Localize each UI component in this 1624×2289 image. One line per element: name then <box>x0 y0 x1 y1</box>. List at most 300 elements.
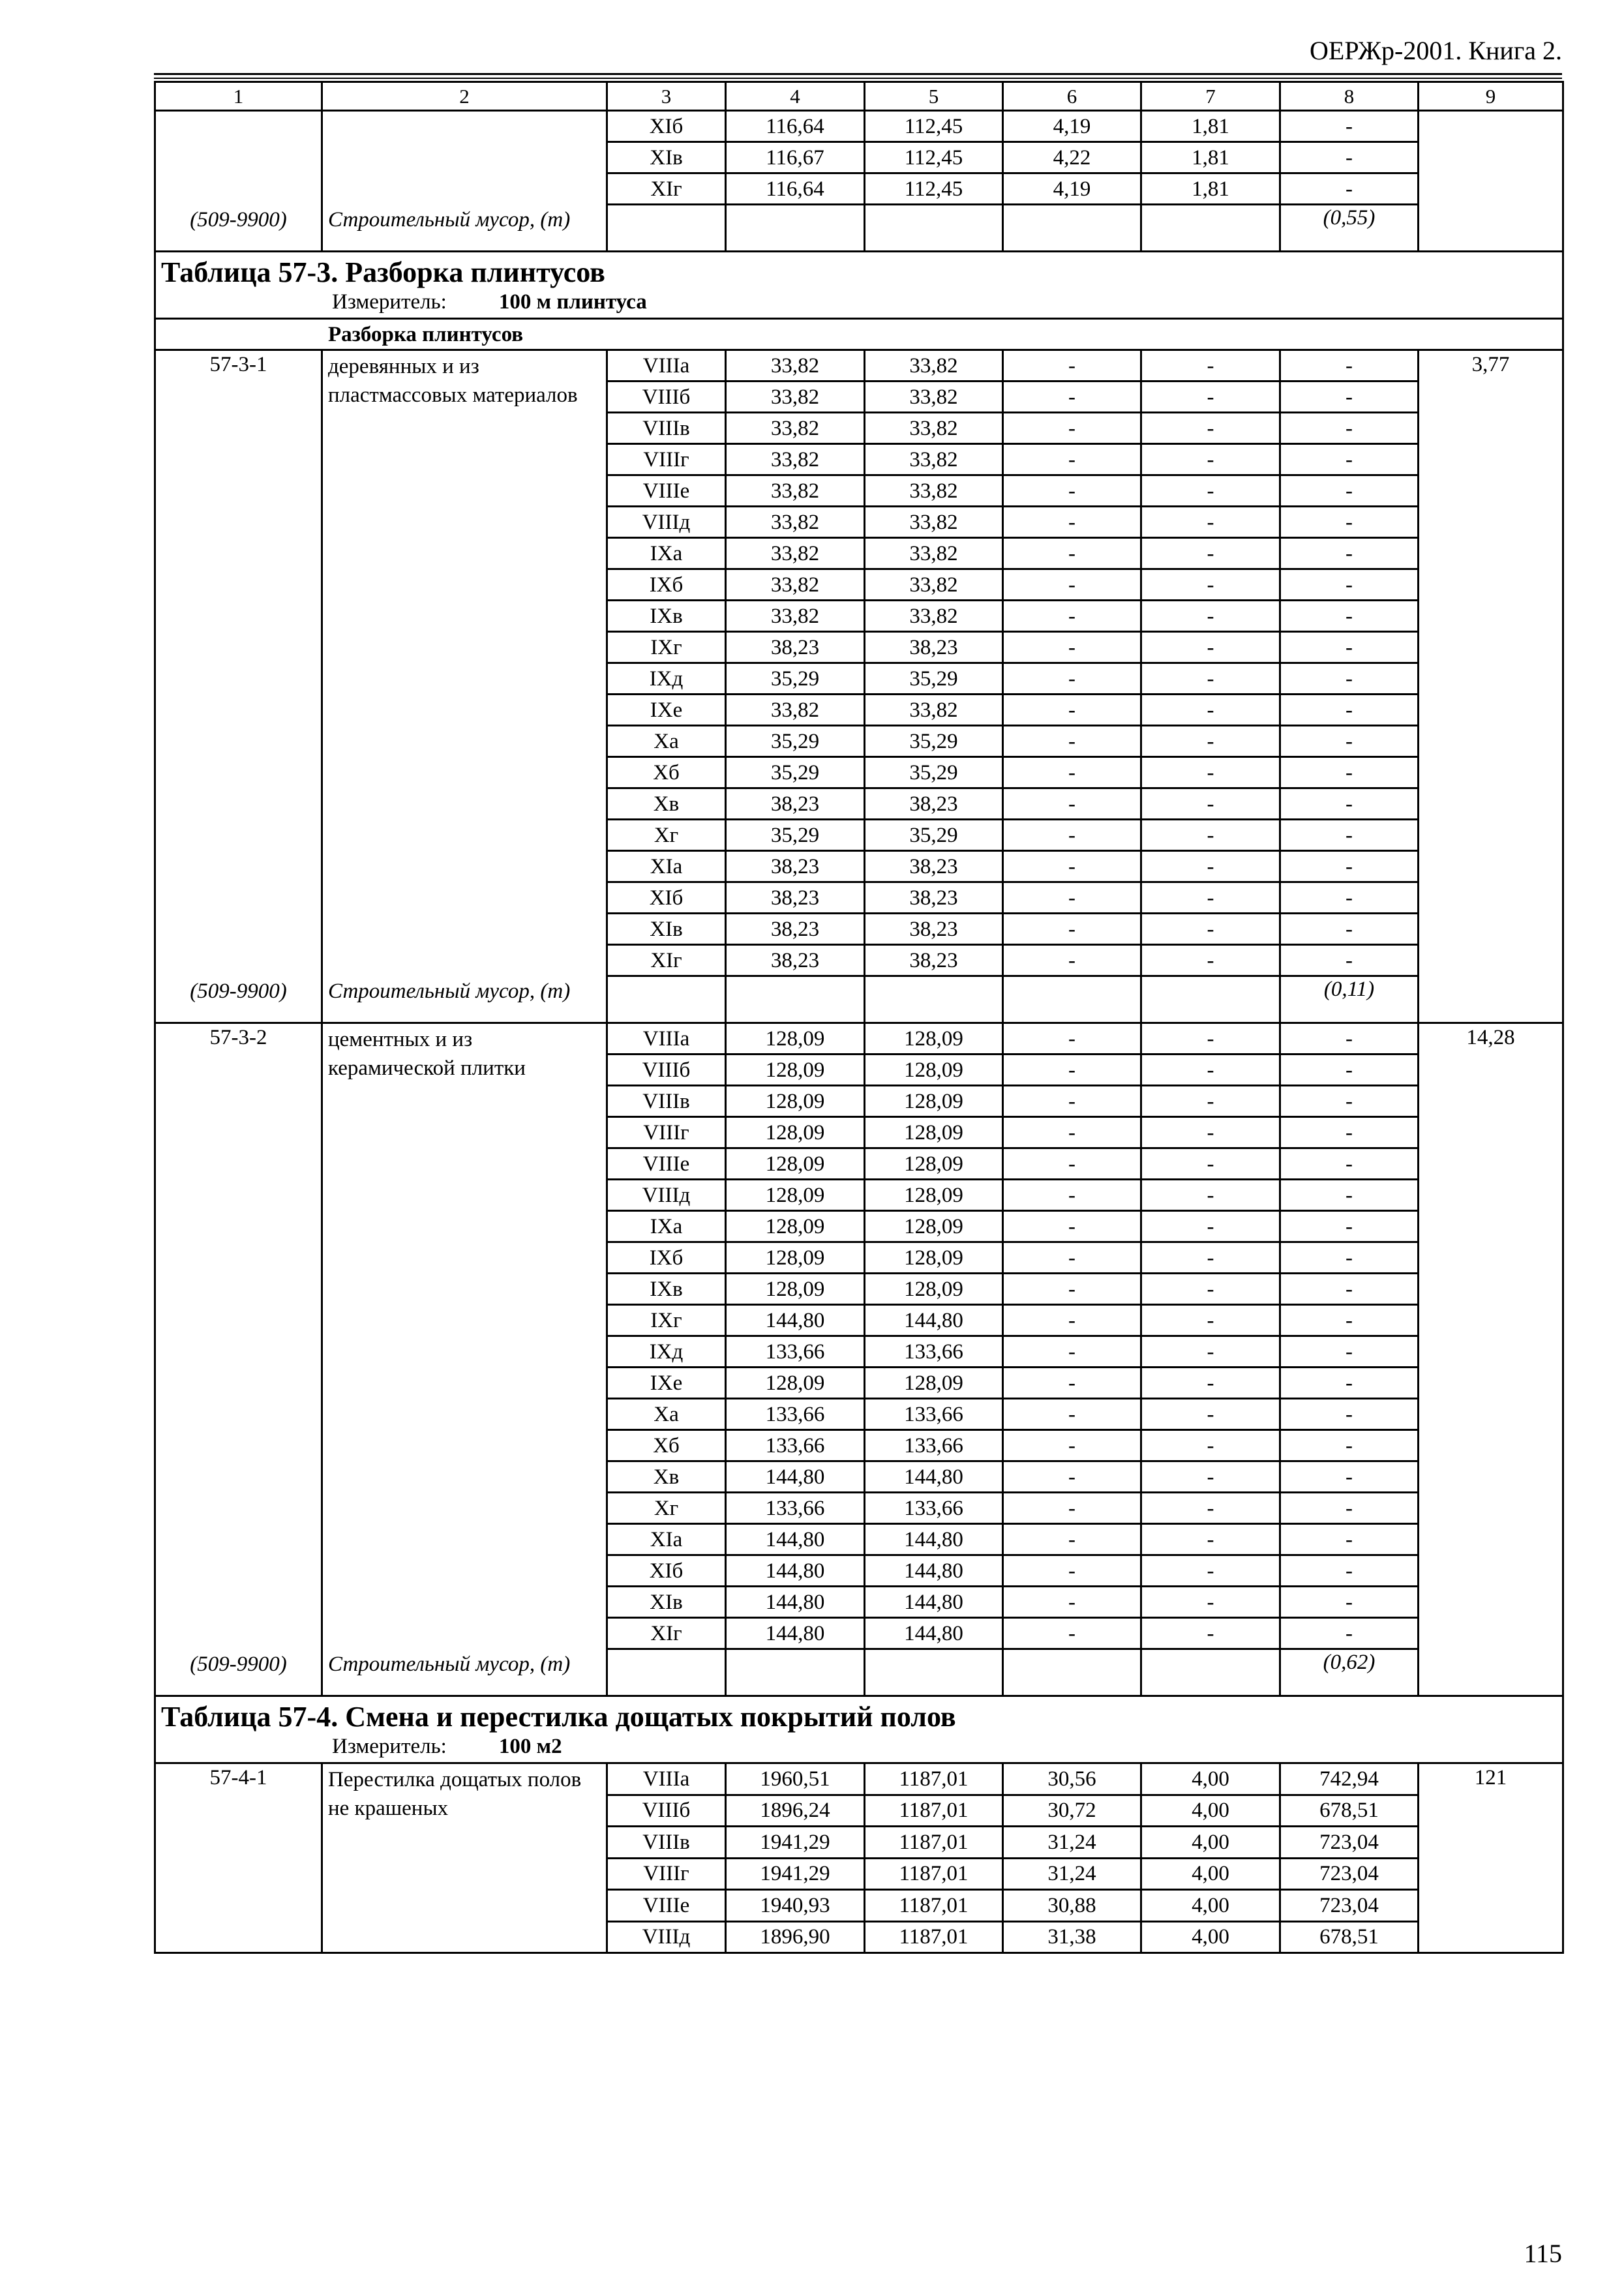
column-header-7: 7 <box>1141 82 1280 111</box>
value-cell: 723,04 <box>1280 1890 1419 1922</box>
value-cell: 35,29 <box>865 663 1003 695</box>
value-cell: 38,23 <box>726 632 865 663</box>
value-cell: - <box>1280 1399 1419 1430</box>
empty-cell <box>1141 205 1280 252</box>
value-cell: 35,29 <box>726 757 865 788</box>
empty-cell <box>865 205 1003 252</box>
value-cell: 128,09 <box>726 1211 865 1242</box>
value-cell: 38,23 <box>726 945 865 976</box>
value-cell: - <box>1280 569 1419 601</box>
value-cell: - <box>1141 382 1280 413</box>
value-cell: 4,00 <box>1141 1763 1280 1795</box>
value-cell: - <box>1141 914 1280 945</box>
value-cell: 35,29 <box>865 726 1003 757</box>
zone-cell: IXв <box>607 1274 726 1305</box>
value-cell: 38,23 <box>865 914 1003 945</box>
zone-cell: VIIIв <box>607 413 726 444</box>
table-title-cell <box>155 1696 1563 1763</box>
zone-cell: VIIIг <box>607 1117 726 1148</box>
name-stack <box>323 351 606 1008</box>
value-cell: - <box>1280 538 1419 569</box>
value-cell: 1187,01 <box>865 1763 1003 1795</box>
table-title-row <box>155 1696 1563 1763</box>
value-cell: 33,82 <box>865 601 1003 632</box>
value-cell: - <box>1003 1399 1141 1430</box>
value-cell: 144,80 <box>726 1587 865 1618</box>
zone-cell: VIIIб <box>607 1055 726 1086</box>
value-cell: 742,94 <box>1280 1763 1419 1795</box>
value-cell: - <box>1280 507 1419 538</box>
table-title: Таблица 57-3. Разборка плинтусов <box>161 256 605 288</box>
value-cell: 678,51 <box>1280 1795 1419 1827</box>
value-cell: - <box>1003 1336 1141 1368</box>
section-title: Разборка плинтусов <box>328 322 524 346</box>
value-cell: 128,09 <box>726 1242 865 1274</box>
empty-cell <box>726 976 865 1023</box>
value-cell: - <box>1280 1086 1419 1117</box>
zone-cell: XIг <box>607 945 726 976</box>
value-cell: - <box>1280 726 1419 757</box>
value-cell: - <box>1141 1555 1280 1587</box>
page-number: 115 <box>1524 2239 1562 2268</box>
value-cell: - <box>1003 945 1141 976</box>
zone-cell: Xв <box>607 1461 726 1493</box>
document-header: ОЕРЖр-2001. Книга 2. <box>1310 36 1562 65</box>
unit-line <box>161 289 1557 318</box>
value-cell: 144,80 <box>865 1587 1003 1618</box>
value-cell: - <box>1141 1117 1280 1148</box>
value-cell: 33,82 <box>726 695 865 726</box>
zone-cell: VIIIд <box>607 1921 726 1953</box>
column-header-6: 6 <box>1003 82 1141 111</box>
spacer <box>156 377 321 977</box>
value-cell: 33,82 <box>726 382 865 413</box>
value-cell: 31,38 <box>1003 1921 1141 1953</box>
zone-cell: IXб <box>607 569 726 601</box>
zone-cell: IXб <box>607 1242 726 1274</box>
value-cell: 1941,29 <box>726 1827 865 1859</box>
zone-cell: Xв <box>607 788 726 820</box>
value-cell: 128,09 <box>865 1117 1003 1148</box>
value-cell: 128,09 <box>865 1274 1003 1305</box>
spacer <box>323 1083 606 1650</box>
value-cell: 133,66 <box>865 1399 1003 1430</box>
table-title-cell <box>155 252 1563 319</box>
value-cell: 723,04 <box>1280 1858 1419 1890</box>
value-cell: 33,82 <box>726 413 865 444</box>
value-cell: - <box>1141 1086 1280 1117</box>
col9-value: 121 <box>1419 1763 1563 1953</box>
value-cell: 144,80 <box>865 1555 1003 1587</box>
table-row <box>155 111 1563 142</box>
spacer <box>156 113 321 205</box>
value-cell: - <box>1280 820 1419 851</box>
value-cell: 33,82 <box>726 569 865 601</box>
name-cell <box>322 1763 607 1953</box>
value-cell: - <box>1003 601 1141 632</box>
value-cell: 31,24 <box>1003 1858 1141 1890</box>
name-stack <box>323 1764 606 1952</box>
zone-cell: IXа <box>607 538 726 569</box>
value-cell: 128,09 <box>865 1368 1003 1399</box>
empty-cell <box>726 205 865 252</box>
value-cell: 33,82 <box>865 350 1003 382</box>
value-cell: - <box>1141 1587 1280 1618</box>
column-header-9: 9 <box>1419 82 1563 111</box>
value-cell: 678,51 <box>1280 1921 1419 1953</box>
value-cell: - <box>1141 1336 1280 1368</box>
value-cell: - <box>1003 1180 1141 1211</box>
value-cell: 35,29 <box>726 726 865 757</box>
zone-cell: IXа <box>607 1211 726 1242</box>
unit-label: Измеритель: <box>332 1735 447 1758</box>
value-cell: - <box>1141 632 1280 663</box>
value-cell: 144,80 <box>726 1618 865 1649</box>
value-cell: - <box>1003 1211 1141 1242</box>
value-cell: - <box>1141 444 1280 475</box>
value-cell: - <box>1280 601 1419 632</box>
column-header-5: 5 <box>865 82 1003 111</box>
value-cell: - <box>1141 945 1280 976</box>
table-row <box>155 1763 1563 1795</box>
zone-cell: VIIIе <box>607 475 726 507</box>
value-cell: - <box>1141 1524 1280 1555</box>
value-cell: - <box>1280 444 1419 475</box>
zone-cell: IXе <box>607 695 726 726</box>
value-cell: 128,09 <box>726 1023 865 1055</box>
section-row <box>155 319 1563 350</box>
value-cell: 35,29 <box>726 820 865 851</box>
value-cell: 33,82 <box>865 507 1003 538</box>
zone-cell: XIв <box>607 914 726 945</box>
value-cell: 144,80 <box>726 1555 865 1587</box>
value-cell: - <box>1280 1368 1419 1399</box>
value-cell: 1941,29 <box>726 1858 865 1890</box>
value-cell: - <box>1280 1180 1419 1211</box>
zone-cell: IXг <box>607 1305 726 1336</box>
value-cell: - <box>1280 413 1419 444</box>
value-cell: 4,00 <box>1141 1921 1280 1953</box>
value-cell: - <box>1141 726 1280 757</box>
rate-name: деревянных и из пластмассовых материалов <box>328 355 578 407</box>
value-cell: 33,82 <box>865 475 1003 507</box>
column-header-row <box>155 82 1563 111</box>
value-cell: 128,09 <box>726 1368 865 1399</box>
value-cell: 33,82 <box>726 538 865 569</box>
table-row <box>155 1023 1563 1055</box>
value-cell: 33,82 <box>865 444 1003 475</box>
value-cell: - <box>1280 173 1419 205</box>
empty-cell <box>1141 1649 1280 1696</box>
value-cell: - <box>1003 1461 1141 1493</box>
value-cell: 33,82 <box>865 569 1003 601</box>
value-cell: - <box>1280 1524 1419 1555</box>
value-cell: 133,66 <box>726 1430 865 1461</box>
rate-code: 57-3-1 <box>209 353 267 376</box>
header-rule-thin <box>154 78 1562 79</box>
value-cell: 128,09 <box>865 1211 1003 1242</box>
value-cell: - <box>1141 820 1280 851</box>
value-cell: - <box>1003 1148 1141 1180</box>
value-cell: 38,23 <box>865 882 1003 914</box>
value-cell: - <box>1003 1274 1141 1305</box>
value-cell: - <box>1003 350 1141 382</box>
zone-cell: Xб <box>607 757 726 788</box>
value-cell: - <box>1003 538 1141 569</box>
waste-code: (509-9900) <box>190 208 287 232</box>
value-cell: - <box>1141 1148 1280 1180</box>
value-cell: 38,23 <box>865 851 1003 882</box>
zone-cell: IXв <box>607 601 726 632</box>
value-cell: - <box>1141 663 1280 695</box>
value-cell: - <box>1141 1211 1280 1242</box>
rates-table-body <box>155 82 1563 1953</box>
value-cell: 144,80 <box>865 1305 1003 1336</box>
value-cell: 144,80 <box>865 1524 1003 1555</box>
column-header-2: 2 <box>322 82 607 111</box>
zone-cell: VIIIг <box>607 444 726 475</box>
value-cell: 128,09 <box>865 1055 1003 1086</box>
code-stack <box>156 1024 321 1681</box>
value-cell: - <box>1141 788 1280 820</box>
unit-value: 100 м плинтуса <box>498 290 647 314</box>
empty-cell <box>1003 1649 1141 1696</box>
value-cell: - <box>1003 1305 1141 1336</box>
zone-cell: IXг <box>607 632 726 663</box>
value-cell: 4,00 <box>1141 1890 1280 1922</box>
zone-cell: Xб <box>607 1430 726 1461</box>
value-cell: 35,29 <box>865 820 1003 851</box>
value-cell: 133,66 <box>865 1430 1003 1461</box>
value-cell: - <box>1003 757 1141 788</box>
value-cell: 112,45 <box>865 173 1003 205</box>
value-cell: 1896,24 <box>726 1795 865 1827</box>
value-cell: - <box>1003 1524 1141 1555</box>
value-cell: 1187,01 <box>865 1858 1003 1890</box>
value-cell: 1187,01 <box>865 1827 1003 1859</box>
code-stack <box>156 351 321 1008</box>
value-cell: - <box>1003 413 1141 444</box>
value-cell: 128,09 <box>726 1148 865 1180</box>
spacer <box>323 1823 606 1952</box>
value-cell: 116,64 <box>726 173 865 205</box>
header-rule <box>154 73 1562 75</box>
waste-value: (0,62) <box>1280 1649 1419 1696</box>
col9-value: 14,28 <box>1419 1023 1563 1696</box>
empty-cell <box>607 1649 726 1696</box>
value-cell: - <box>1141 1242 1280 1274</box>
value-cell: 128,09 <box>865 1242 1003 1274</box>
value-cell: - <box>1003 726 1141 757</box>
zone-cell: VIIIб <box>607 382 726 413</box>
zone-cell: VIIIв <box>607 1086 726 1117</box>
value-cell: - <box>1141 695 1280 726</box>
value-cell: - <box>1141 1368 1280 1399</box>
rate-code: 57-4-1 <box>209 1766 267 1789</box>
value-cell: 128,09 <box>726 1086 865 1117</box>
value-cell: 116,64 <box>726 111 865 142</box>
column-header-3: 3 <box>607 82 726 111</box>
value-cell: - <box>1280 382 1419 413</box>
value-cell: - <box>1280 475 1419 507</box>
value-cell: 33,82 <box>726 444 865 475</box>
code-cell <box>155 1023 322 1696</box>
value-cell: 4,22 <box>1003 142 1141 173</box>
empty-cell <box>726 1649 865 1696</box>
value-cell: - <box>1141 507 1280 538</box>
zone-cell: XIа <box>607 1524 726 1555</box>
value-cell: - <box>1003 569 1141 601</box>
table-title-row <box>155 252 1563 319</box>
value-cell: - <box>1003 1368 1141 1399</box>
zone-cell: XIв <box>607 142 726 173</box>
value-cell: - <box>1280 1305 1419 1336</box>
zone-cell: VIIIа <box>607 1023 726 1055</box>
value-cell: 4,19 <box>1003 173 1141 205</box>
zone-cell: XIб <box>607 882 726 914</box>
column-header-4: 4 <box>726 82 865 111</box>
rate-name: Перестилка дощатых полов не крашеных <box>328 1768 582 1820</box>
zone-cell: VIIIд <box>607 1180 726 1211</box>
value-cell: - <box>1003 1023 1141 1055</box>
value-cell: 133,66 <box>865 1336 1003 1368</box>
value-cell: - <box>1280 1117 1419 1148</box>
empty-cell <box>1003 976 1141 1023</box>
name-cell <box>322 350 607 1023</box>
spacer <box>156 1050 321 1650</box>
value-cell: 31,24 <box>1003 1827 1141 1859</box>
value-cell: - <box>1003 914 1141 945</box>
value-cell: - <box>1280 1493 1419 1524</box>
value-cell: 133,66 <box>726 1399 865 1430</box>
zone-cell: Xг <box>607 1493 726 1524</box>
value-cell: 33,82 <box>726 350 865 382</box>
waste-value: (0,55) <box>1280 205 1419 252</box>
zone-cell: XIг <box>607 1618 726 1649</box>
name-cell <box>322 1023 607 1696</box>
value-cell: - <box>1280 111 1419 142</box>
value-cell: - <box>1280 1430 1419 1461</box>
empty-cell <box>865 976 1003 1023</box>
waste-code: (509-9900) <box>190 980 287 1003</box>
value-cell: - <box>1280 788 1419 820</box>
zone-cell: Xа <box>607 726 726 757</box>
value-cell: 33,82 <box>865 538 1003 569</box>
value-cell: - <box>1280 663 1419 695</box>
column-header-8: 8 <box>1280 82 1419 111</box>
value-cell: - <box>1141 569 1280 601</box>
zone-cell: Xа <box>607 1399 726 1430</box>
value-cell: 1187,01 <box>865 1795 1003 1827</box>
value-cell: - <box>1141 413 1280 444</box>
zone-cell: Xг <box>607 820 726 851</box>
value-cell: - <box>1003 820 1141 851</box>
waste-name: Строительный мусор, (т) <box>328 208 571 232</box>
value-cell: - <box>1280 757 1419 788</box>
value-cell: 38,23 <box>726 851 865 882</box>
value-cell: 1,81 <box>1141 111 1280 142</box>
value-cell: 1896,90 <box>726 1921 865 1953</box>
unit-line <box>161 1733 1557 1762</box>
value-cell: - <box>1280 142 1419 173</box>
unit-label: Измеритель: <box>332 290 447 314</box>
value-cell: 30,72 <box>1003 1795 1141 1827</box>
value-cell: - <box>1280 1555 1419 1587</box>
value-cell: - <box>1003 1618 1141 1649</box>
rate-name: цементных и из керамической плитки <box>328 1028 526 1080</box>
value-cell: - <box>1003 663 1141 695</box>
value-cell: - <box>1141 757 1280 788</box>
value-cell: - <box>1003 507 1141 538</box>
value-cell: - <box>1141 882 1280 914</box>
col9-value: 3,77 <box>1419 350 1563 1023</box>
zone-cell: VIIIе <box>607 1890 726 1922</box>
zone-cell: XIа <box>607 851 726 882</box>
value-cell: - <box>1003 1493 1141 1524</box>
zone-cell: IXд <box>607 1336 726 1368</box>
value-cell: - <box>1280 1055 1419 1086</box>
value-cell: - <box>1003 1242 1141 1274</box>
value-cell: 144,80 <box>865 1618 1003 1649</box>
value-cell: - <box>1003 851 1141 882</box>
code-stack <box>156 112 321 237</box>
value-cell: - <box>1280 350 1419 382</box>
value-cell: - <box>1003 1117 1141 1148</box>
col9-value <box>1419 111 1563 252</box>
empty-cell <box>865 1649 1003 1696</box>
value-cell: - <box>1003 1555 1141 1587</box>
zone-cell: VIIIг <box>607 1858 726 1890</box>
value-cell: 144,80 <box>865 1461 1003 1493</box>
value-cell: - <box>1141 538 1280 569</box>
value-cell: 4,00 <box>1141 1795 1280 1827</box>
value-cell: 33,82 <box>726 601 865 632</box>
zone-cell: XIб <box>607 1555 726 1587</box>
value-cell: 144,80 <box>726 1461 865 1493</box>
zone-cell: XIв <box>607 1587 726 1618</box>
value-cell: 112,45 <box>865 142 1003 173</box>
value-cell: - <box>1280 914 1419 945</box>
value-cell: - <box>1141 851 1280 882</box>
value-cell: 112,45 <box>865 111 1003 142</box>
table-row <box>155 350 1563 382</box>
value-cell: 128,09 <box>865 1180 1003 1211</box>
value-cell: - <box>1280 1023 1419 1055</box>
value-cell: 133,66 <box>726 1493 865 1524</box>
value-cell: 33,82 <box>865 413 1003 444</box>
empty-cell <box>1003 205 1141 252</box>
waste-name: Строительный мусор, (т) <box>328 980 571 1003</box>
value-cell: - <box>1280 1211 1419 1242</box>
value-cell: 38,23 <box>865 788 1003 820</box>
column-header-1: 1 <box>155 82 322 111</box>
value-cell: 35,29 <box>726 663 865 695</box>
value-cell: - <box>1141 601 1280 632</box>
value-cell: - <box>1280 695 1419 726</box>
value-cell: - <box>1280 945 1419 976</box>
value-cell: 723,04 <box>1280 1827 1419 1859</box>
value-cell: - <box>1141 475 1280 507</box>
value-cell: 35,29 <box>865 757 1003 788</box>
waste-code: (509-9900) <box>190 1653 287 1676</box>
value-cell: 1940,93 <box>726 1890 865 1922</box>
value-cell: - <box>1280 1336 1419 1368</box>
zone-cell: VIIIб <box>607 1795 726 1827</box>
value-cell: - <box>1141 1055 1280 1086</box>
value-cell: - <box>1280 1461 1419 1493</box>
name-stack <box>323 112 606 237</box>
code-cell <box>155 1763 322 1953</box>
